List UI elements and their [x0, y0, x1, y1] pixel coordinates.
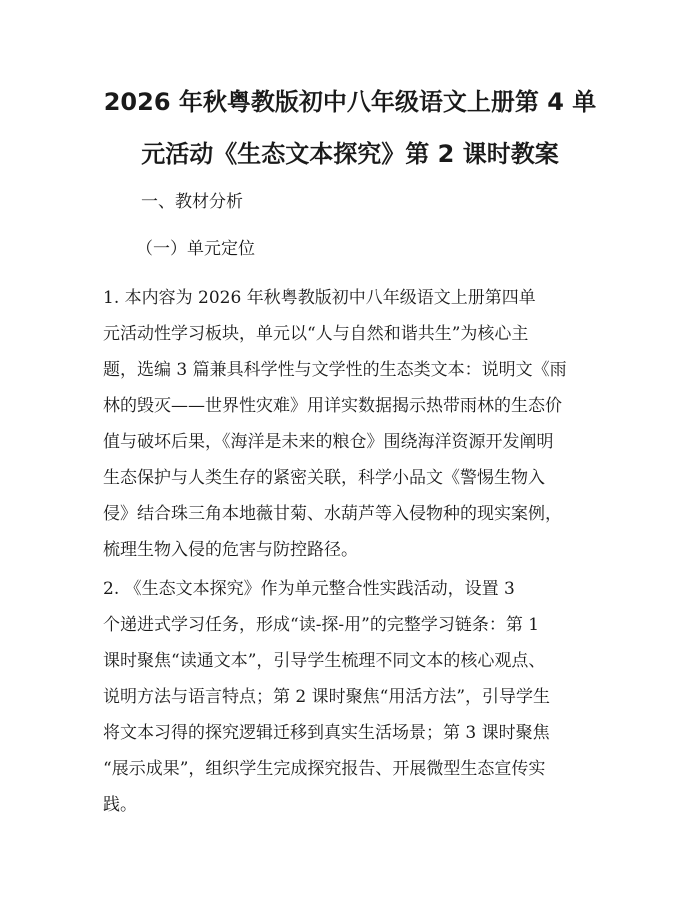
paragraph-1-line: 题，选编 3 篇兼具科学性与文学性的生态类文本：说明文《雨 [103, 360, 567, 380]
paragraph-2-line: 个递进式学习任务，形成“读-探-用”的完整学习链条：第 1 [103, 615, 540, 635]
paragraph-2-line: 说明方法与语言特点；第 2 课时聚焦“用活方法”，引导学生 [103, 687, 551, 707]
paragraph-1-line: 元活动性学习板块，单元以“人与自然和谐共生”为核心主 [103, 324, 529, 344]
paragraph-1-line: 生态保护与人类生存的紧密关联，科学小品文《警惕生物入 [103, 468, 545, 488]
paragraph-1-line: 林的毁灭——世界性灾难》用详实数据揭示热带雨林的生态价 [103, 396, 562, 416]
section-heading-textbook-analysis: 一、教材分析 [141, 192, 243, 212]
paragraph-1-line: 值与破坏后果，《海洋是未来的粮仓》围绕海洋资源开发阐明 [103, 432, 554, 452]
paragraph-2-line: 2. 《生态文本探究》作为单元整合性实践活动，设置 3 [103, 579, 515, 599]
document-title-line-2: 元活动《生态文本探究》第 2 课时教案 [141, 140, 559, 168]
paragraph-2-line: 课时聚焦“读通文本”，引导学生梳理不同文本的核心观点、 [103, 651, 546, 671]
paragraph-1-line: 1. 本内容为 2026 年秋粤教版初中八年级语文上册第四单 [103, 288, 536, 308]
paragraph-2 [103, 571, 597, 823]
paragraph-1-line: 梳理生物入侵的危害与防控路径。 [103, 540, 358, 560]
paragraph-2-line: 将文本习得的探究逻辑迁移到真实生活场景；第 3 课时聚焦 [103, 723, 550, 743]
document-title-line-1: 2026 年秋粤教版初中八年级语文上册第 4 单 [103, 88, 597, 116]
paragraph-2-line: “展示成果”，组织学生完成探究报告、开展微型生态宣传实 [103, 759, 546, 779]
paragraph-1 [103, 280, 597, 568]
paragraph-1-line: 侵》结合珠三角本地薇甘菊、水葫芦等入侵物种的现实案例， [103, 504, 562, 524]
subsection-heading-unit-positioning: （一）单元定位 [136, 239, 255, 259]
paragraph-2-line: 践。 [103, 795, 137, 815]
